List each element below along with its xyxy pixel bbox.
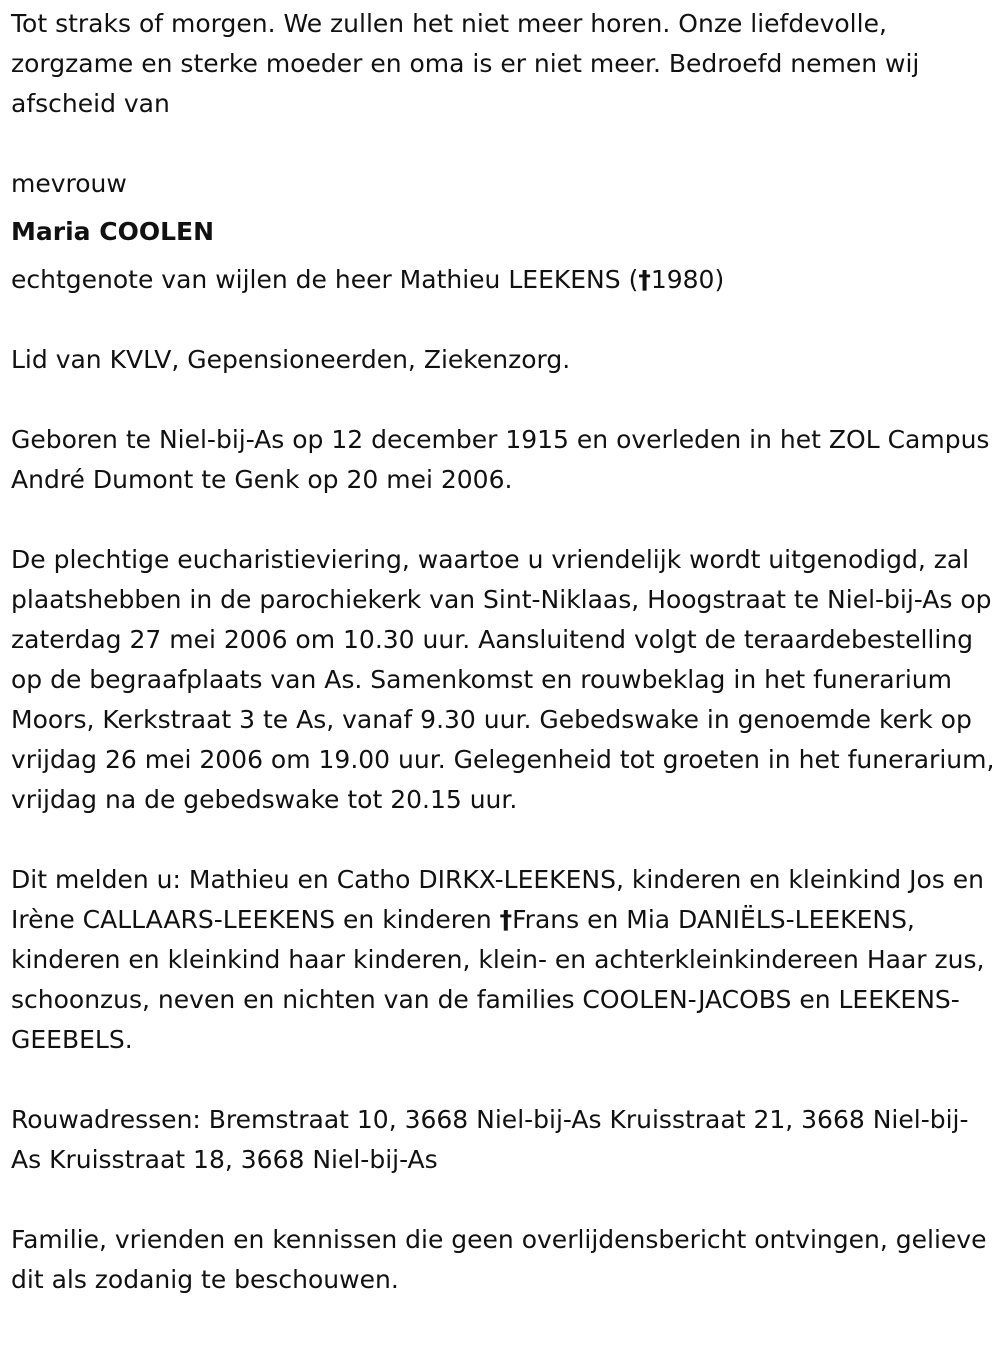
family-after: Frans en Mia DANIËLS-LEEKENS, kinderen en kleinkind haar kinderen, klein- en achterkleinkindereen Haar zus, schoonzus, neven en nichten van de families COOLEN-JACOBS en LEEKENS-GEEBELS. [11, 905, 985, 1054]
birth-death-paragraph: Geboren te Niel-bij-As op 12 december 1915 en overleden in het ZOL Campus André Dumont te Genk op 20 mei 2006. [11, 425, 990, 494]
family-paragraph [11, 860, 996, 1060]
spouse-line-before: echtgenote van wijlen de heer Mathieu LEEKENS ( [11, 265, 639, 294]
spacer [11, 380, 996, 420]
cross-icon: † [638, 265, 651, 294]
obituary-document [11, 4, 996, 1300]
spouse-line-after: 1980) [650, 265, 725, 294]
spacer [11, 252, 996, 260]
spacer [11, 124, 996, 164]
addresses-paragraph: Rouwadressen: Bremstraat 10, 3668 Niel-bij-As Kruisstraat 21, 3668 Niel-bij-As Kruisstraat 18, 3668 Niel-bij-As [11, 1105, 969, 1174]
membership-paragraph: Lid van KVLV, Gepensioneerden, Ziekenzorg. [11, 345, 571, 374]
closing-paragraph: Familie, vrienden en kennissen die geen overlijdensbericht ontvingen, gelieve dit als zodanig te beschouwen. [11, 1225, 987, 1294]
family-before: Dit melden u: Mathieu en Catho DIRKX-LEEKENS, kinderen en kleinkind Jos en Irène CALLAARS-LEEKENS en kinderen [11, 865, 984, 934]
ceremony-paragraph: De plechtige eucharistieviering, waartoe u vriendelijk wordt uitgenodigd, zal plaatshebben in de parochiekerk van Sint-Niklaas, Hoogstraat te Niel-bij-As op zaterdag 27 mei 2006 om 10.30 uur. Aansluitend volgt de teraardebestelling op de begraafplaats van As. Samenkomst en rouwbeklag in het funerarium Moors, Kerkstraat 3 te As, vanaf 9.30 uur. Gebedswake in genoemde kerk op vrijdag 26 mei 2006 om 19.00 uur. Gelegenheid tot groeten in het funerarium, vrijdag na de gebedswake tot 20.15 uur. [11, 545, 995, 814]
spacer [11, 1060, 996, 1100]
spouse-line [11, 260, 996, 300]
spacer [11, 500, 996, 540]
spacer [11, 204, 996, 212]
spacer [11, 820, 996, 860]
cross-icon: † [499, 905, 513, 934]
title-text: mevrouw [11, 169, 127, 198]
spacer [11, 1180, 996, 1220]
spacer [11, 300, 996, 340]
deceased-name: Maria COOLEN [11, 217, 215, 246]
intro-paragraph: Tot straks of morgen. We zullen het niet meer horen. Onze liefdevolle, zorgzame en sterke moeder en oma is er niet meer. Bedroefd nemen wij afscheid van [11, 9, 920, 118]
